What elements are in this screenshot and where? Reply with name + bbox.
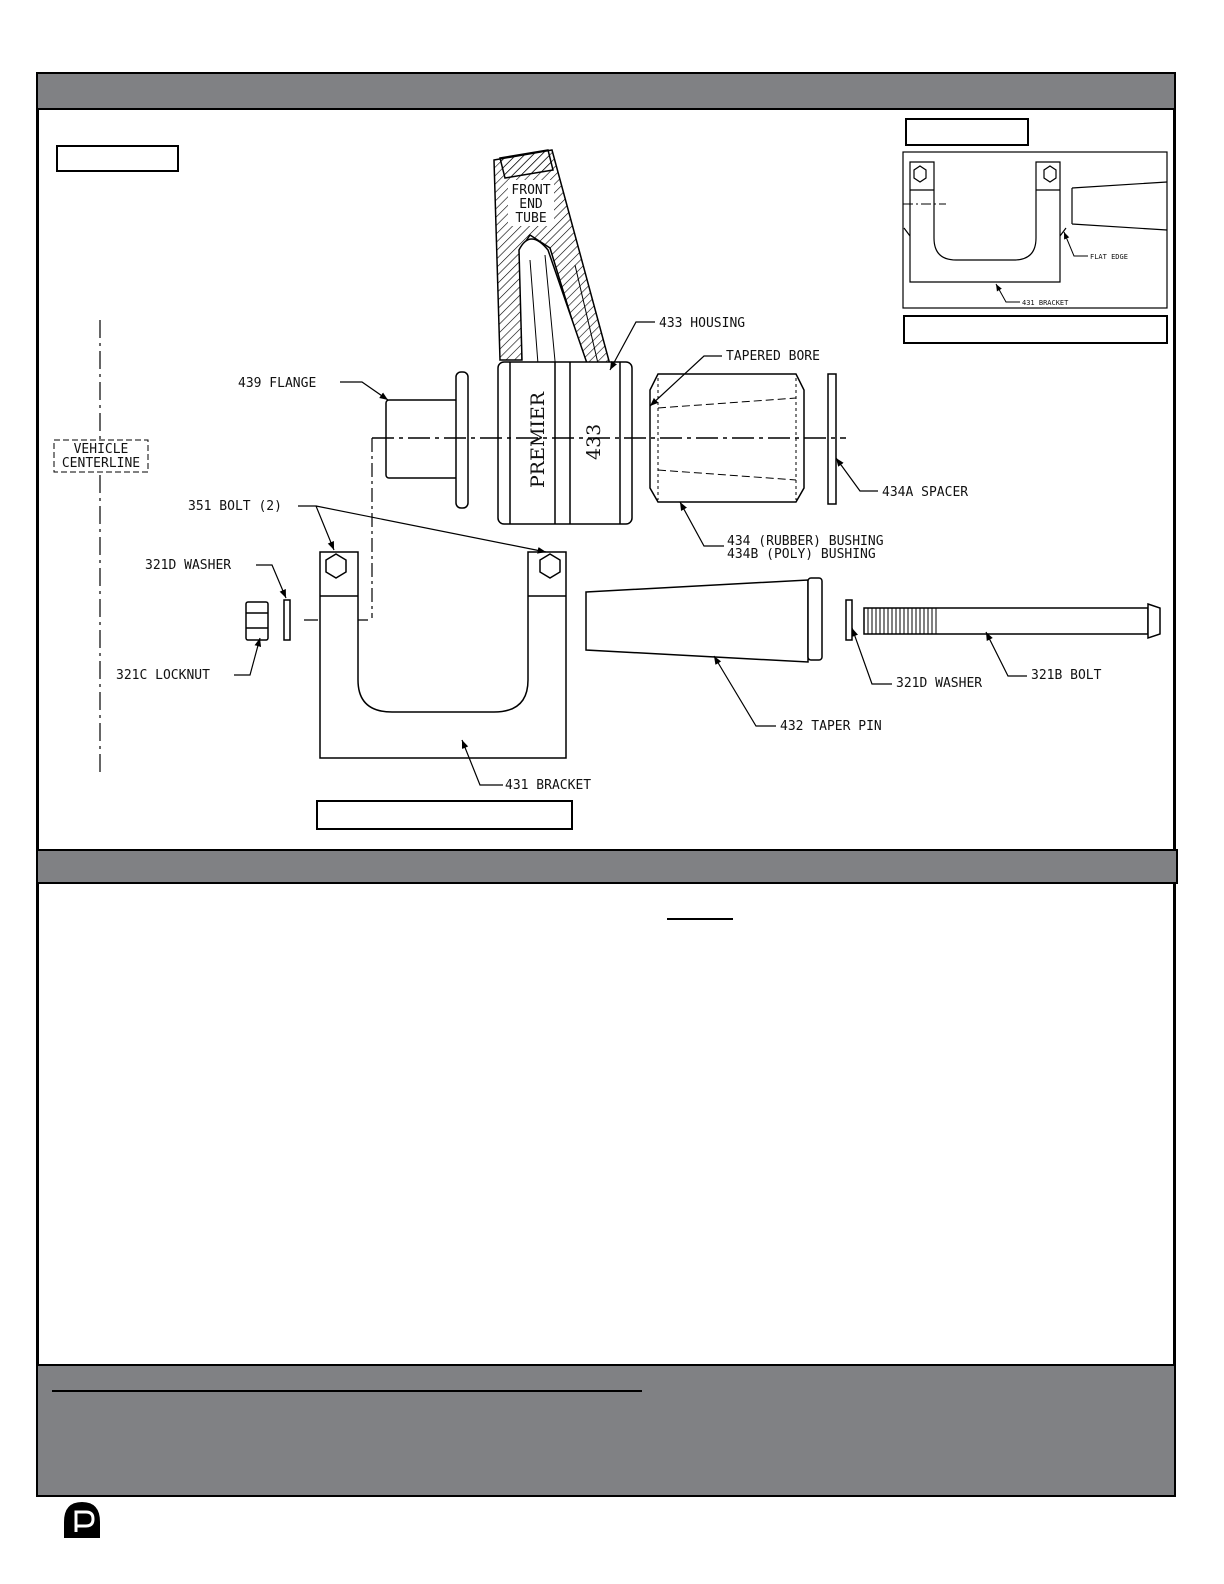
brand-logo-icon: [64, 1502, 100, 1538]
locknut-label: 321C LOCKNUT: [116, 668, 210, 683]
front-end-tube-label-3: TUBE: [515, 211, 547, 226]
washer-right-label: 321D WASHER: [896, 676, 983, 691]
housing: [498, 362, 632, 524]
tapered-bore-label: TAPERED BORE: [726, 349, 820, 364]
locknut: [246, 602, 268, 640]
housing-stamp-number: 433: [583, 423, 605, 460]
washer-left-label: 321D WASHER: [145, 558, 232, 573]
housing-stamp-brand: PREMIER: [527, 391, 549, 488]
spacer: [828, 374, 836, 504]
housing-label: 433 HOUSING: [659, 316, 746, 331]
vehicle-centerline-label-1: VEHICLE: [73, 442, 129, 457]
front-end-tube-label-2: END: [519, 197, 543, 212]
washer-left: [284, 600, 290, 640]
spacer-label: 434A SPACER: [882, 485, 969, 500]
inset-flat-edge-label: FLAT EDGE: [1090, 253, 1128, 261]
bushing-poly-label: 434B (POLY) BUSHING: [727, 547, 876, 562]
bracket-label: 431 BRACKET: [505, 778, 592, 793]
inset-bracket-label: 431 BRACKET: [1022, 299, 1069, 307]
taper-pin-label: 432 TAPER PIN: [780, 719, 882, 734]
inset-detail: [903, 152, 1167, 308]
bolt-351-label: 351 BOLT (2): [188, 499, 282, 514]
flange: [386, 372, 468, 508]
taper-pin: [586, 578, 822, 662]
bolt-321b-label: 321B BOLT: [1031, 668, 1102, 683]
flange-label: 439 FLANGE: [238, 376, 317, 391]
front-end-tube-label-1: FRONT: [511, 183, 551, 198]
bolt-351-heads: [326, 554, 560, 578]
bushing-rubber-label: 434 (RUBBER) BUSHING: [727, 534, 884, 549]
vehicle-centerline-label-2: CENTERLINE: [61, 456, 141, 471]
washer-right: [846, 600, 852, 640]
bracket: [320, 552, 566, 758]
